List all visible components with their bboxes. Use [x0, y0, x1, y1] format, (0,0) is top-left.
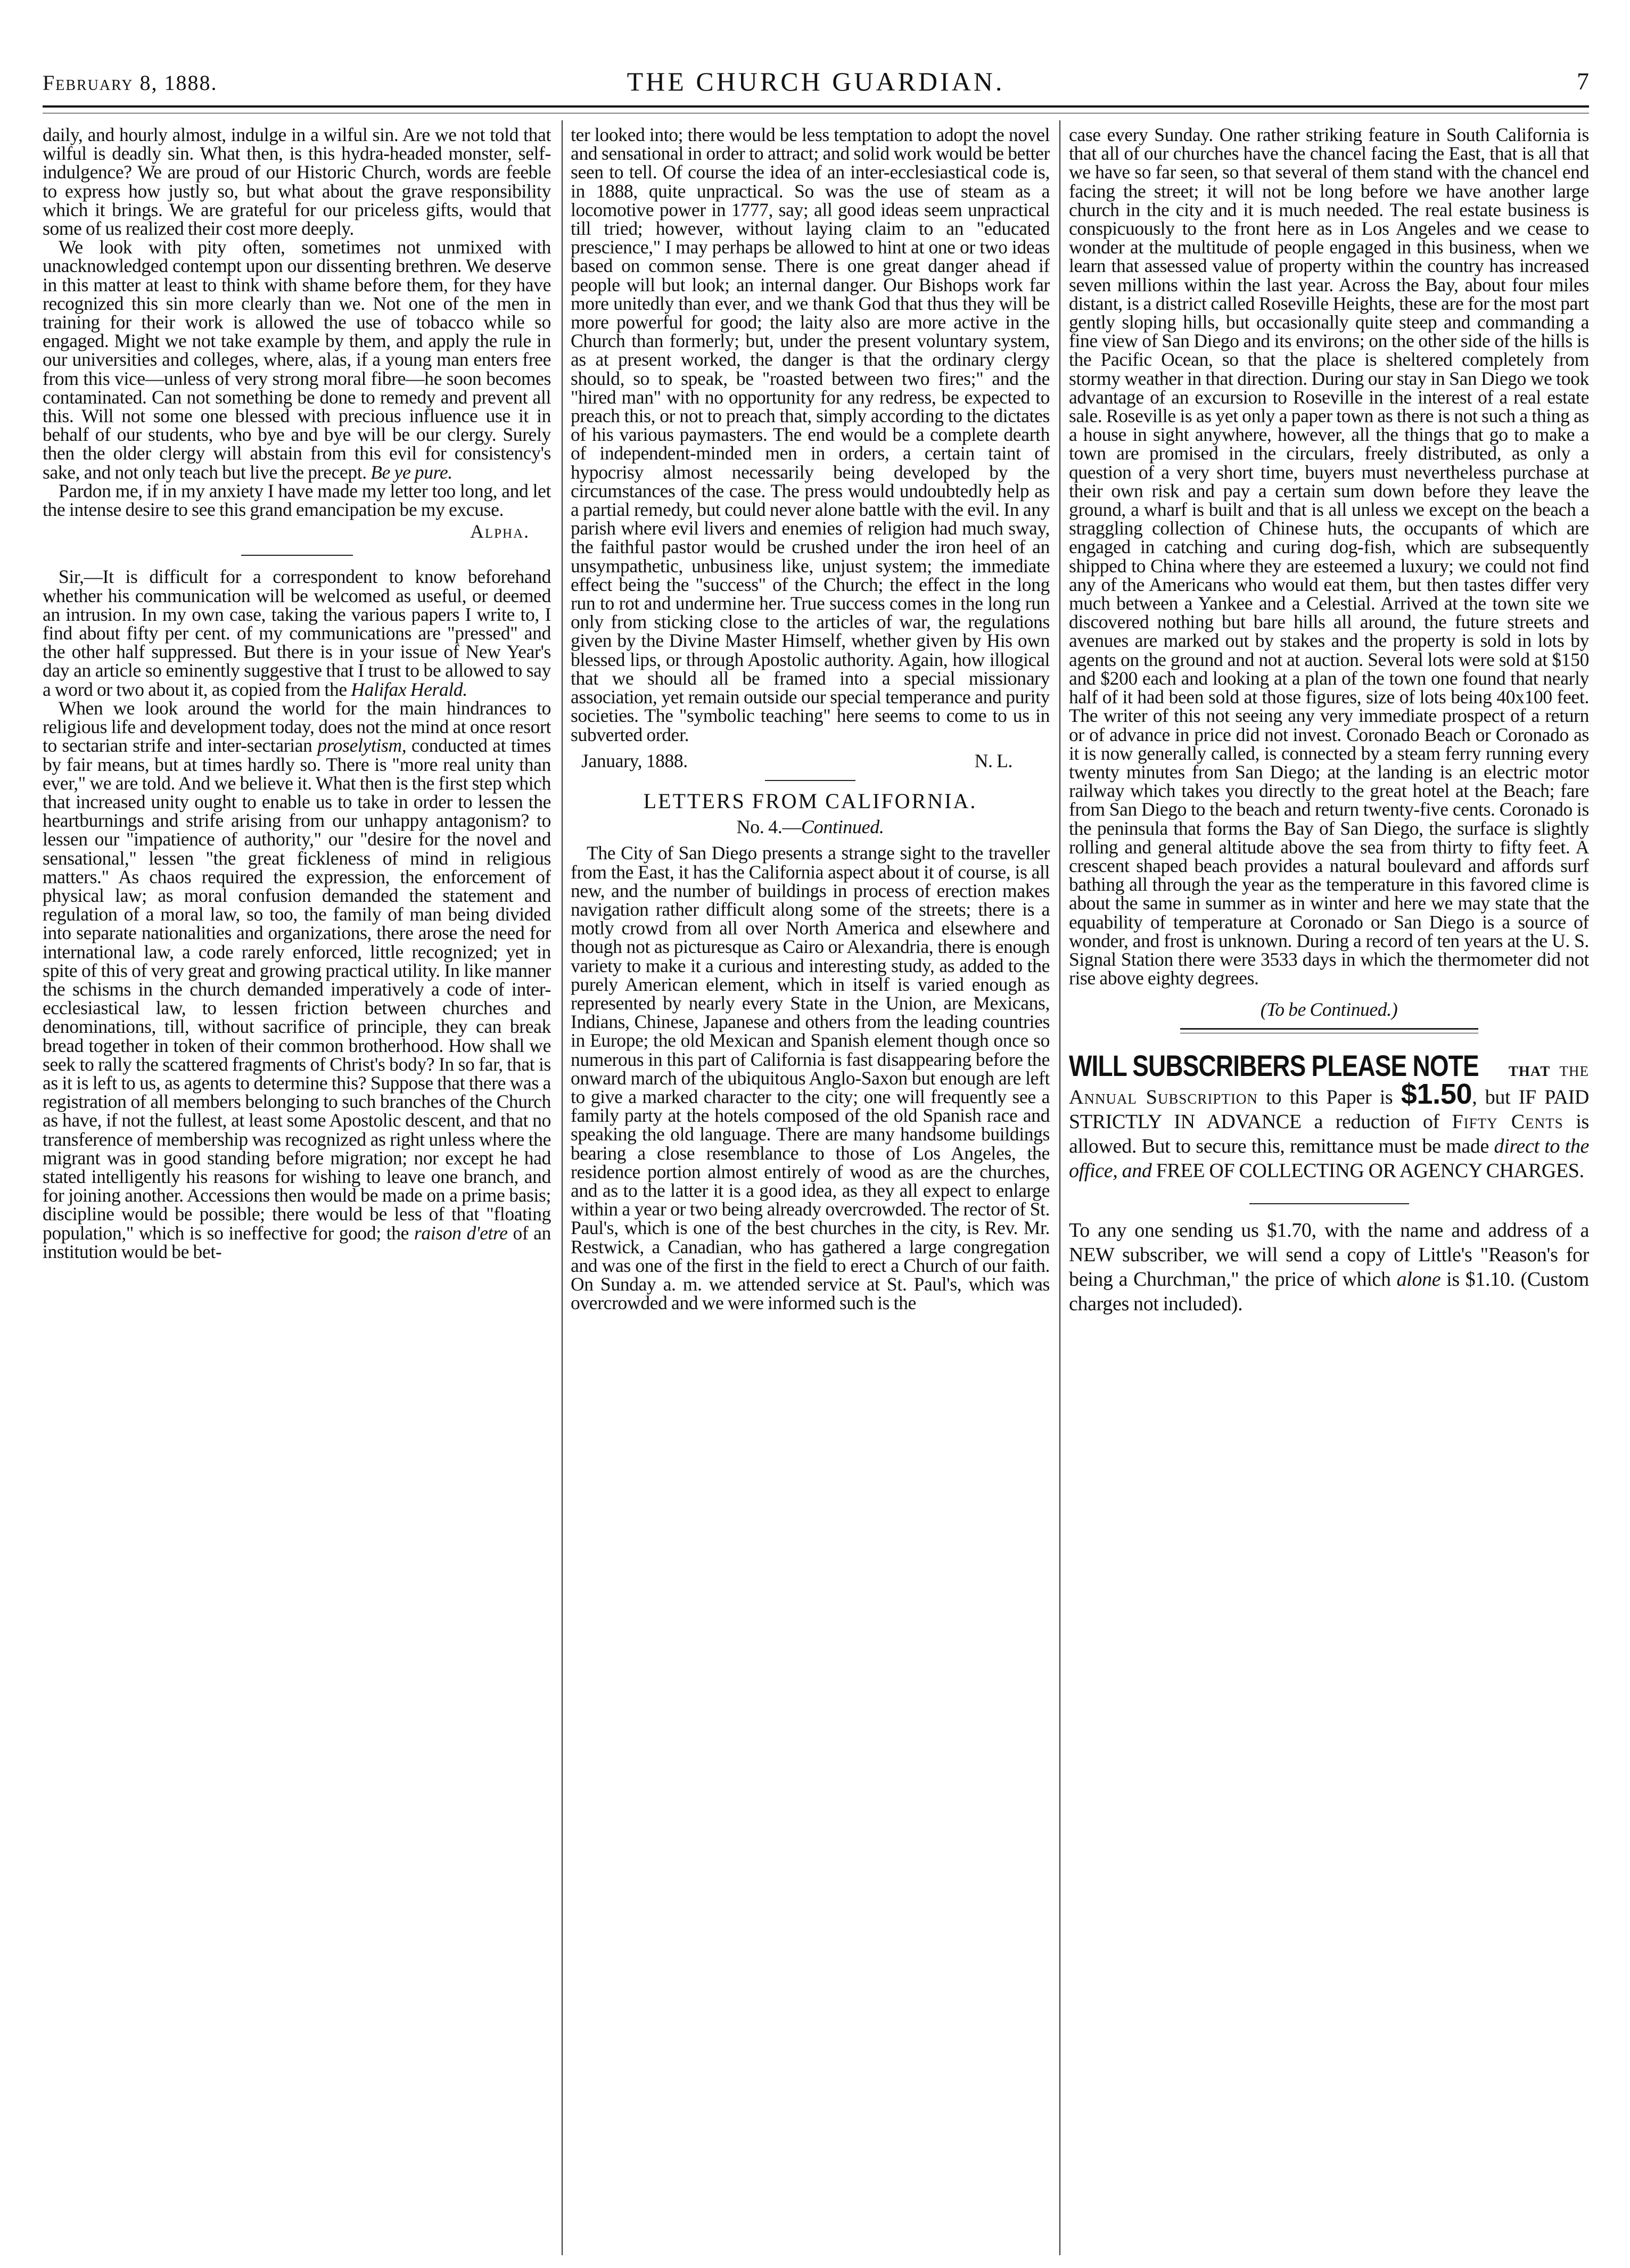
- to-be-continued: (To be Continued.): [1260, 999, 1398, 1021]
- notice-text: FREE OF COLLECTING OR AGENCY CHARGES.: [1151, 1159, 1584, 1182]
- italic-text: Halifax Herald.: [351, 678, 467, 700]
- subscription-notice: [1069, 1048, 1589, 1183]
- letter-dateline: [571, 744, 1050, 770]
- column-divider-1: [562, 120, 563, 2255]
- subhead-continued: Continued.: [801, 816, 884, 838]
- letter-date: January, 1888.: [581, 750, 688, 771]
- text-run: Pardon me, if in my anxiety I have made my letter too long, and let the intense desire to see this grand emancipation be my excuse.: [43, 480, 551, 521]
- column-divider-2: [1059, 120, 1060, 2255]
- paragraph: [43, 699, 551, 1261]
- text-run: To any one sending us $1.70, with the name and address of a NEW subscriber, we will send a copy of Little's "Reason's for being a Churchman," the price of which: [1069, 1219, 1589, 1291]
- notice-rule: [1180, 1028, 1478, 1030]
- notice-fifty-cents: Fifty Cents: [1452, 1110, 1563, 1133]
- notice-text: to this Paper is: [1257, 1086, 1401, 1108]
- page-number: 7: [1577, 68, 1589, 95]
- italic-text: alone: [1396, 1268, 1441, 1291]
- notice-text: , but IF PAID STRICTLY IN ADVANCE a reduction of: [1069, 1086, 1589, 1133]
- text-run: ter looked into; there would be less temptation to adopt the novel and sensational in order to attract; and solid work would be better seen to tell. Of course the idea of an inter-ecclesiastical code is, in 1888, quite unpractical. So was the use of steam as a locomotive power in 1777, say; all good ideas seem unpractical till tried; however, without laying claim to an "educated prescience," I may perhaps be allowed to hint at one or two ideas based on common sense. There is one great danger ahead if people will but look; an internal danger. Our Bishops work far more unitedly than ever, and we thank God that thus they will be more powerful for good; the laity also are more active in the Church than formerly; but, under the present voluntary system, as at present worked, the danger is that the ordinary clergy should, so to speak, be "roasted between two fires;" and the "hired man" with no opportunity for any redress, be expected to preach this, or not to preach that, simply according to the dictates of his various paymasters. The end would be a complete dearth of independent-minded men in orders, a certain taint of hypocrisy almost necessarily being developed by the circumstances of the case. The press would undoubtedly help as a partial remedy, but could never alone battle with the evil. In any parish where evil livers and enemies of religion had much sway, the faithful pastor would be crushed under the iron heel of an unsympathetic, unbusiness like, unjust system; the immediate effect being the "success" of the Church; the effect in the long run to rot and undermine her. True success comes in the long run only from sticking close to the articles of war, the regulations given by the Divine Master Himself, whether given by His own blessed lips, or through Apostolic authority. Again, how illogical that we should all be framed into a special missionary association, yet remain outside our special temperance and purity societies. The "symbolic teaching" here seems to come to us in subverted order.: [571, 126, 1050, 745]
- notice-annual: the Annual Subscription: [1069, 1058, 1589, 1108]
- text-run: case every Sunday. One rather striking feature in South California is that all of our churches have the chancel facing the East, that is all that we have so far seen, so that several of them stand with the chancel end facing the street; it will not be long before we have another large church in the city and it is much needed. The real estate business is conspicuously to the front here as in Los Angeles and we cease to wonder at the multitude of people engaged in this business, when we learn that assessed value of property within the country has increased seven millions within the last year. Across the Bay, about four miles distant, is a district called Roseville Heights, these are for the most part gently sloping hills, but occasionally quite steep and commanding a fine view of San Diego and its environs; on the other side of the hills is the Pacific Ocean, so that the place is sheltered completely from stormy weather in that direction. During our stay in San Diego we took advantage of an excursion to Roseville in the interest of a real estate sale. Roseville is as yet only a paper town as there is not such a thing as a house in sight anywhere, however, all the things that go to make a town are promised in the circulars, freely distributed, as only a question of a very short time, buyers must nevertheless purchase at their own risk and pay a certain sum down before they leave the ground, a wharf is built and that is all unless we except on the beach a straggling collection of Chinese huts, the occupants of which are engaged in catching and curing dog-fish, which are subsequently shipped to China where they are esteemed a luxury; we could not find any of the Americans who would eat them, but then tastes differ very much between a Yankee and a Celestial. Arrived at the town site we discovered nothing but bare hills all around, the future streets and avenues are marked out by stakes and the property is sold in lots by agents on the ground and not at auction. Several lots were sold at $150 and $200 each and looking at a plan of the town one found that nearly half of it had been sold at those figures, size of lots being 40x100 feet. The writer of this not seeing any very immediate prospect of a return or of advance in price did not invest. Coronado Beach or Coronado as it is now generally called, is connected by a steam ferry running every twenty minutes from San Diego; at the landing is an electric motor railway which takes you directly to the great hotel at the Beach; fare from San Diego to the beach and return twenty-five cents. Coronado is the peninsula that forms the Bay of San Diego, the surface is slightly rolling and general altitude above the sea from thirty to fifty feet. A crescent shaped beach provides a natural boulevard and affords surf bathing all through the year as the temperature in this favored clime is about the same in summer as in winter and here we may state that the equability of temperature at Coronado or San Diego is a source of wonder, and frost is unknown. During a record of ten years at the U. S. Signal Station there were 3533 days in which the thermometer did not rise above eighty degrees.: [1069, 126, 1589, 989]
- italic-text: raison d'etre: [414, 1222, 508, 1244]
- text-run: We look with pity often, sometimes not unmixed with unacknowledged contempt upon our dissenting brethren. We deserve in this matter at least to think with shame before them, for they have recognized this sin more clearly than we. Not one of the men in training for their work is allowed the use of tobacco while so engaged. Might we not take example by them, and apply the rule in our universities and colleges, where, alas, if a young man enters free from this vice—unless of very strong moral fibre—he soon becomes contaminated. Can not something be done to remedy and prevent all this. Will not some one blessed with precious influence use it in behalf of our students, who bye and bye will be our clergy. Surely then the older clergy will abstain from this evil for consistency's sake, and not only teach but live the precept.: [43, 236, 551, 483]
- letter-initials: N. L.: [974, 750, 1012, 771]
- text-run: The City of San Diego presents a strange sight to the traveller from the East, it has the California aspect about it of course, is all new, and the number of buildings in process of erection makes navigation rather difficult along some of the streets; there is a motly crowd from all over North America and elsewhere and though not as picturesque as Cairo or Alexandria, there is enough variety to make it a curious and interesting study, as added to the purely American element, which in itself is varied enough as represented by nearly every State in the Union, are Mexicans, Indians, Chinese, Japanese and others from the leading countries in Europe; the old Mexican and Spanish element though once so numerous in this part of California is fast disappearing before the onward march of the ubiquitous Anglo-Saxon but enough are left to give a marked character to the city; one will frequently see a family party at the hotels composed of the old Spanish race and speaking the old language. There are many handsome buildings bearing a close resemblance to those of Los Angeles, the residence portion almost entirely of wood as are the churches, and as to the latter it is a good idea, as they all expect to enlarge within a year or two being already overcrowded. The rector of St. Paul's, which is one of the best churches in the city, is Rev. Mr. Restwick, a Canadian, who has gathered a large congregation and was one of the first in the field to erect a Church of our faith. On Sunday a. m. we attended service at St. Paul's, which was overcrowded and we were informed such is the: [571, 842, 1050, 1314]
- section-subhead: [571, 818, 1050, 836]
- text-run: Sir,—It is difficult for a correspondent to know beforehand whether his communication will be welcomed as useful, or deemed an intrusion. In my own case, taking the various papers I write to, I find about fifty per cent. of my communications are "pressed" and the other half suppressed. But there is in your issue of New Year's day an article so eminently suggestive that I trust to be allowed to say a word or two about it, as copied from the: [43, 566, 551, 700]
- notice-text: is allowed. But to secure this, remittance must be made: [1069, 1110, 1589, 1157]
- text-run: is $1.10. (Custom charges not included).: [1069, 1268, 1589, 1315]
- notice-headline: WILL SUBSCRIBERS PLEASE NOTE: [1069, 1048, 1479, 1082]
- letter-signature: Alpha.: [470, 521, 530, 543]
- header-rule-thick: [43, 105, 1589, 108]
- paragraph: [43, 482, 551, 519]
- paragraph: [43, 238, 551, 482]
- notice-direct: direct to the office, and: [1069, 1135, 1589, 1182]
- section-divider: [1249, 1203, 1409, 1204]
- italic-text: proselytism,: [317, 735, 407, 757]
- paragraph: [43, 568, 551, 699]
- text-run: of an institution would be bet-: [43, 1222, 551, 1262]
- subhead-number: No. 4.—: [736, 816, 802, 838]
- column-2: [571, 126, 1050, 2253]
- notice-that: that: [1508, 1058, 1551, 1081]
- section-title: LETTERS FROM CALIFORNIA.: [643, 788, 977, 813]
- paragraph: [43, 126, 551, 238]
- section-divider: [765, 780, 855, 781]
- paragraph: [571, 126, 1050, 744]
- text-run: daily, and hourly almost, indulge in a wilful sin. Are we not told that wilful is deadly sin. What then, is this hydra-headed monster, self-indulgence? We are proud of our Historic Church, words are feeble to express how justly so, but what about the grave responsibility which it brings. We are grateful for our priceless gifts, would that some of us realized their cost more deeply.: [43, 126, 551, 240]
- section-divider: [241, 555, 353, 556]
- masthead-title: THE CHURCH GUARDIAN.: [627, 67, 1005, 96]
- page-header: [43, 21, 1589, 101]
- notice-price: $1.50: [1401, 1078, 1472, 1110]
- column-1: [43, 126, 551, 2253]
- text-run: conducted at times by fair means, but at times hardly so. There is "more real unity than ever," we are told. And we believe it. What then is the first step which that increased unity ought to enable us to take in order to lessen the heartburnings and strife arising from our unhappy antagonism? to lessen our "impatience of authority," our "desire for the novel and sensational," lessen "the great fickleness of mind in religious matters." As chaos required the expression, the enforcement of physical law; as moral confusion demanded the statement and regulation of a moral law, so too, the family of man being divided into separate nationalities and organizations, there arose the need for international law, a code rarely enforced, little recognized; yet in spite of this of very great and growing practical utility. In like manner the schisms in the church demanded imperatively a code of inter-ecclesiastical law, to lessen friction between churches and denominations, till, without sacrifice of principle, they can break bread together in token of their common brotherhood. How shall we seek to rally the scattered fragments of Christ's body? In so far, that is as it is left to us, as agents to determine this? Suppose that there was a registration of all members belonging to such branches of the Church as have, if not the fullest, at least some Apostolic descent, and that no transference of membership was recognized as right unless where the migrant was in good standing before migration; nor except he had stated intelligently his reasons for wishing to leave one branch, and for joining another. Accessions then would be made on a prime basis; discipline would be possible; there would be less of that "floating population," which is so ineffective for good; the: [43, 735, 551, 1244]
- paragraph: [1069, 126, 1589, 988]
- column-3: [1069, 126, 1589, 2253]
- italic-text: Be ye pure.: [371, 461, 452, 483]
- issue-date: February 8, 1888.: [43, 71, 218, 95]
- text-run: When we look around the world for the main hindrances to religious life and development today, does not the mind at once resort to sectarian strife and inter-sectarian: [43, 697, 551, 757]
- offer-paragraph: [1069, 1218, 1589, 1316]
- paragraph: [571, 844, 1050, 1312]
